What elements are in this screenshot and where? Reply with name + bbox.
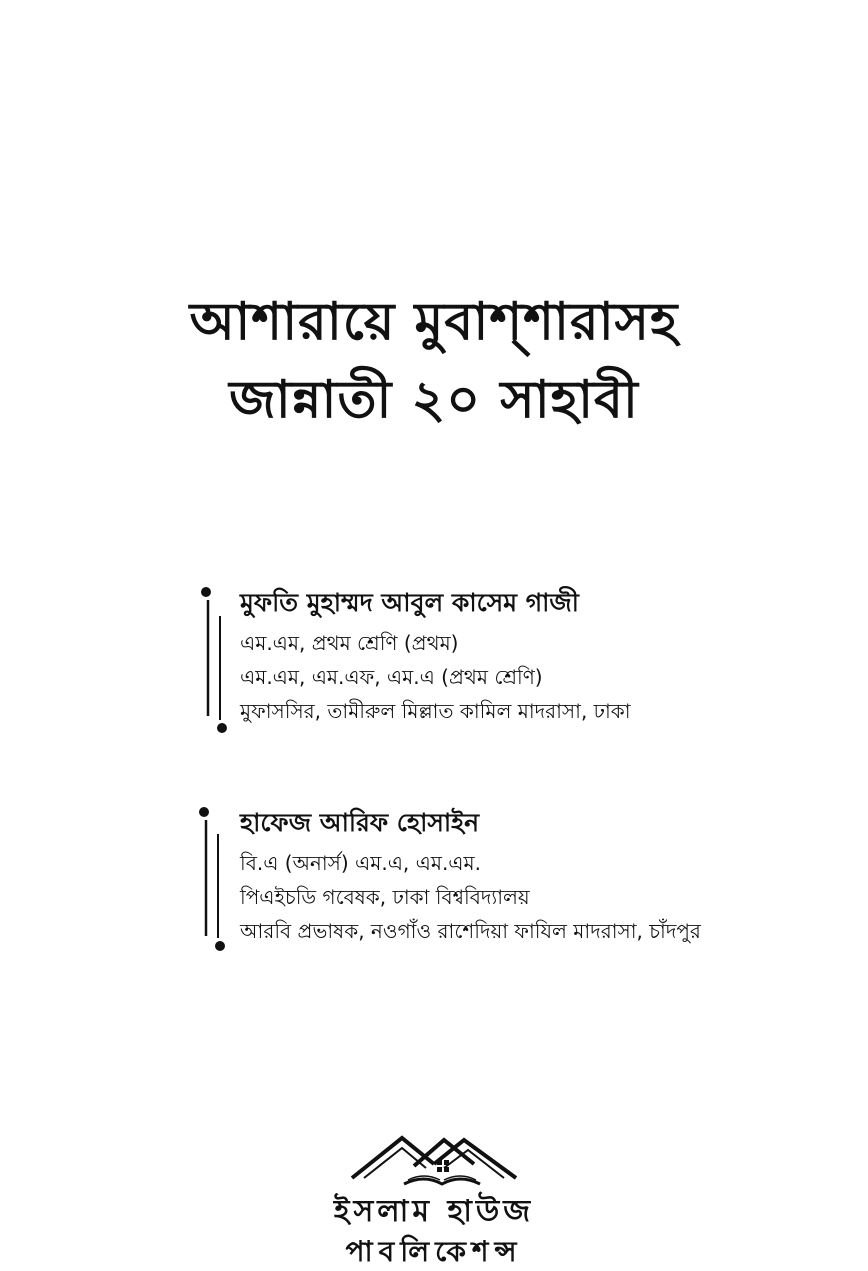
author-credentials [240,626,631,728]
author-name: মুফতি মুহাম্মদ আবুল কাসেম গাজী [240,588,579,617]
credential-line: পিএইচডি গবেষক, ঢাকা বিশ্ববিদ্যালয় [240,885,530,909]
credential-line: বি.এ (অনার্স) এম.এ, এম.এম. [240,851,481,875]
author-name: হাফেজ আরিফ হোসাইন [240,808,480,837]
bracket-icon [196,586,236,736]
book-title-line-2: জান্নাতী ২০ সাহাবী [229,370,639,430]
author-credentials [240,846,701,948]
publisher-block [284,1130,584,1270]
author-block-1 [196,586,836,736]
credential-line: মুফাসসির, তামীরুল মিল্লাত কামিল মাদরাসা, ঢাকা [240,699,631,723]
house-roof-book-icon [344,1130,524,1190]
bracket-icon [196,806,236,956]
publisher-name: ইসলাম হাউজ [333,1194,535,1229]
author-block-2 [196,806,836,956]
publisher-subtitle: পাবলিকেশন্স [345,1235,523,1268]
book-title-line-1: আশারায়ে মুবাশ্শারাসহ [189,292,679,352]
credential-line: এম.এম, এম.এফ, এম.এ (প্রথম শ্রেণি) [240,665,543,689]
credential-line: এম.এম, প্রথম শ্রেণি (প্রথম) [240,631,459,655]
credential-line: আরবি প্রভাষক, নওগাঁও রাশেদিয়া ফাযিল মাদরাসা, চাঁদপুর [240,919,701,943]
